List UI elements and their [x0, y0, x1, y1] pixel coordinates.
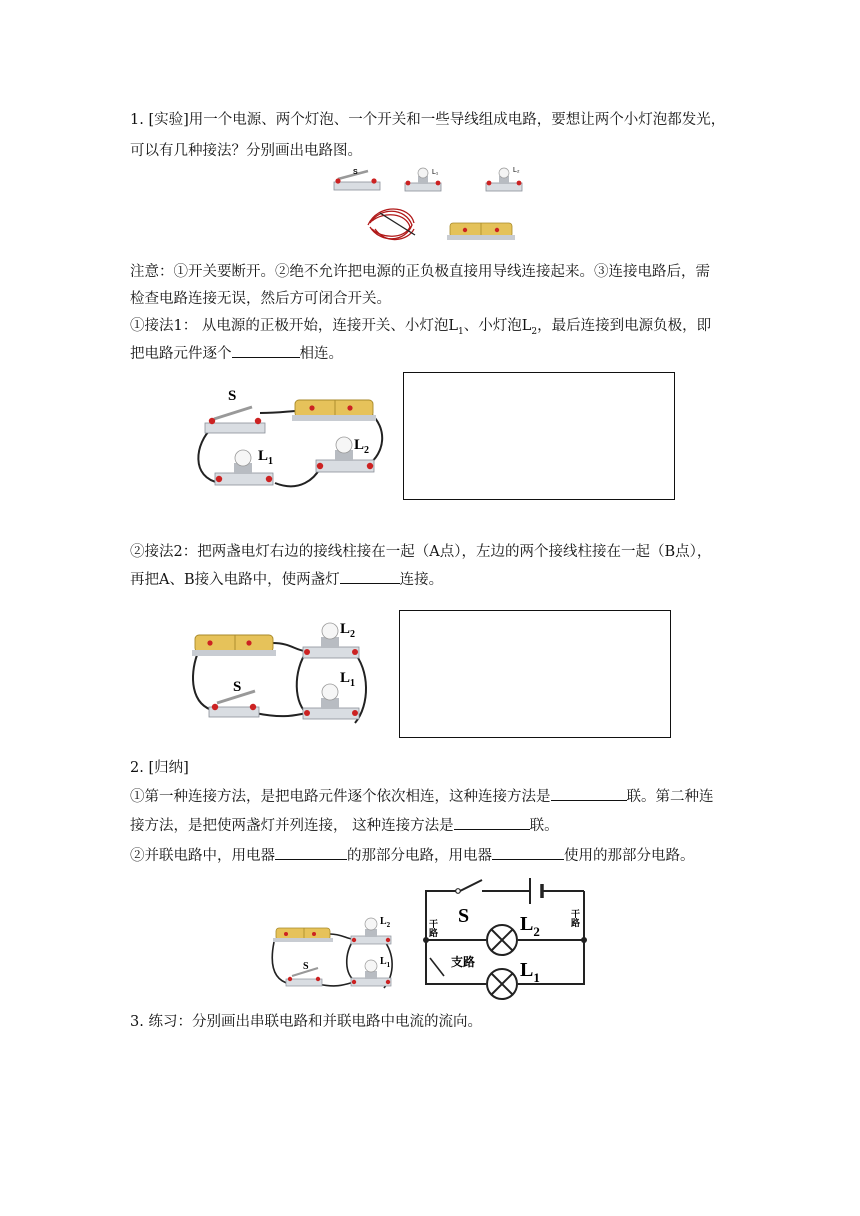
- method2-line1: ②接法2：把两盏电灯右边的接线柱接在一起（A点），左边的两个接线柱接在一起（B点），: [130, 544, 712, 560]
- q2-blank-trunk[interactable]: [275, 845, 347, 860]
- q1-line1: 1. [实验]用一个电源、两个灯泡、一个开关和一些导线组成电路，要想让两个小灯泡都发光，: [130, 112, 726, 128]
- bulb-l1: [351, 956, 391, 986]
- q2-line3: ②并联电路中，用电器 的那部分电路，用电器 使用的那部分电路。: [130, 845, 695, 866]
- fig2-l2-label: $L_2$: [340, 621, 356, 640]
- schematic-switch-label: S: [458, 905, 470, 927]
- bulb-l2: [316, 437, 374, 472]
- fig1-l1-label: $L_1$: [258, 448, 274, 467]
- method1-answer-blank[interactable]: [232, 343, 300, 358]
- battery: [192, 635, 276, 656]
- parallel-circuit-photo-small: [268, 912, 403, 994]
- switch: [205, 388, 265, 433]
- fig1-l2-label: $L_2$: [354, 437, 370, 456]
- q1-line2: 可以有几种接法？分别画出电路图。: [130, 143, 362, 159]
- note-line2: 检查电路连接无误，然后方可闭合开关。: [130, 291, 391, 307]
- schematic-l2-label: $L_2$: [520, 913, 540, 939]
- parts-l2-label: L₂: [513, 167, 520, 174]
- fig1-switch-label: S: [228, 388, 237, 404]
- q2-blank-series[interactable]: [551, 786, 627, 801]
- schematic-branch-label: 支路: [451, 955, 476, 969]
- q2-line1: ①第一种连接方法，是把电路元件逐个依次相连，这种连接方法是 联。第二种连: [130, 786, 714, 807]
- method1-line2: 把电路元件逐个 相连。: [130, 343, 343, 364]
- schematic-trunk-left-label: 干路: [427, 919, 437, 937]
- circuit-parts-illustration: [320, 165, 560, 250]
- method2-line2: 再把A、B接入电路中，使两盏灯 连接。: [130, 569, 443, 590]
- q2-title: 2. [归纳]: [130, 760, 189, 776]
- battery-part: [447, 223, 515, 240]
- q2-blank-parallel[interactable]: [454, 815, 530, 830]
- lamp-symbol-l2: [487, 925, 517, 955]
- bulb-l1-part: [405, 168, 441, 191]
- parallel-circuit-schematic: [418, 876, 594, 1002]
- switch-part: [334, 169, 380, 190]
- switch: [286, 961, 322, 986]
- parts-switch-label: S: [353, 169, 358, 176]
- parallel-circuit-photo: [185, 615, 385, 733]
- fig3a-l2-label: $L_2$: [380, 916, 391, 929]
- method2-answer-blank[interactable]: [340, 569, 400, 584]
- bulb-l2: [303, 621, 359, 658]
- bulb-l1: [215, 448, 273, 485]
- bulb-l2-part: [486, 167, 522, 191]
- battery: [273, 928, 333, 942]
- series-circuit-drawing-box[interactable]: [403, 372, 675, 500]
- bulb-l2: [351, 916, 391, 944]
- lamp-symbol-l1: [487, 969, 517, 999]
- fig3a-switch-label: S: [303, 961, 309, 972]
- series-circuit-photo: [190, 383, 390, 495]
- fig3a-l1-label: $L_1$: [380, 956, 391, 969]
- schematic-trunk-right-label: 干路: [569, 909, 579, 927]
- wires-bundle: [368, 209, 415, 240]
- parallel-circuit-drawing-box[interactable]: [399, 610, 671, 738]
- fig2-l1-label: $L_1$: [340, 670, 356, 689]
- switch: [209, 679, 259, 717]
- bulb-l1: [303, 670, 359, 719]
- battery: [292, 400, 376, 421]
- method1-line1: ①接法1： 从电源的正极开始，连接开关、小灯泡$L_1$、小灯泡$L_2$，最后连接到电源负极，即: [130, 318, 712, 337]
- parts-l1-label: L₁: [432, 169, 439, 176]
- fig2-switch-label: S: [233, 679, 242, 695]
- q2-blank-branch[interactable]: [492, 845, 564, 860]
- note-line1: 注意：①开关要断开。②绝不允许把电源的正负极直接用导线连接起来。③连接电路后，需: [130, 264, 710, 280]
- schematic-l1-label: $L_1$: [520, 959, 540, 985]
- q3-text: 3. 练习：分别画出串联电路和并联电路中电流的流向。: [130, 1014, 482, 1030]
- q2-line2: 接方法，是把使两盏灯并列连接， 这种连接方法是 联。: [130, 815, 559, 836]
